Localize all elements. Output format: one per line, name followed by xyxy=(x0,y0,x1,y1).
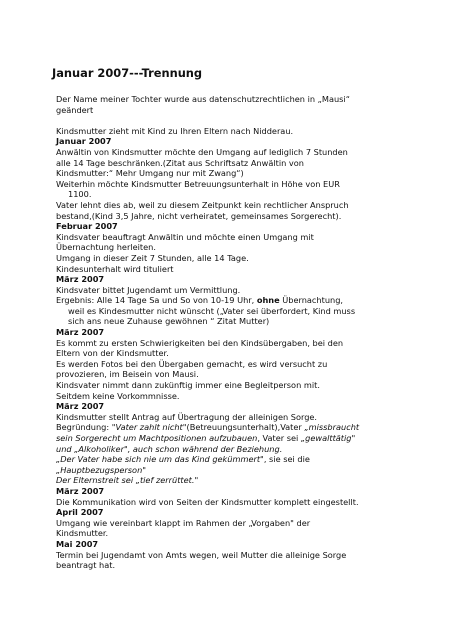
text-line: alle 14 Tage beschränken.(Zitat aus Schriftsatz Anwältin von xyxy=(56,157,304,168)
text-line: 1100. xyxy=(68,189,92,200)
section-heading: Januar 2007 xyxy=(56,136,112,147)
text-line: Kindesunterhalt wird tituliert xyxy=(56,263,174,274)
section-heading: März 2007 xyxy=(56,274,105,285)
text-line: weil es Kindesmutter nicht wünscht („Vater sei überfordert, Kind muss xyxy=(68,305,356,316)
text-line: Termin bei Jugendamt von Amts wegen, weil Mutter die alleinige Sorge xyxy=(56,549,347,560)
quote-run: „missbraucht xyxy=(304,422,360,433)
text-line: Weiterhin möchte Kindsmutter Betreuungsunterhalt in Höhe von EUR xyxy=(56,178,340,189)
text-line: Es kommt zu ersten Schwierigkeiten bei den Kindsübergaben, bei den xyxy=(56,337,344,348)
text-line: „Hauptbezugsperson" xyxy=(56,464,147,475)
document-body xyxy=(56,94,428,571)
text-line: Kindsmutter:“ Mehr Umgang nur mit Zwang“) xyxy=(56,168,244,179)
quote-run: „gewalttätig" xyxy=(300,433,356,443)
text-line xyxy=(56,433,428,444)
text-line: Kindsmutter stellt Antrag auf Übertragung der alleinigen Sorge. xyxy=(56,411,318,422)
page-title: Januar 2007---Trennung xyxy=(52,66,203,80)
text-line: Eltern von der Kindsmutter. xyxy=(56,348,169,359)
quote-run: "Vater zahlt nicht" xyxy=(111,422,187,433)
move-line: Kindsmutter zieht mit Kind zu Ihren Eltern nach Nidderau. xyxy=(56,125,294,136)
section-heading: März 2007 xyxy=(56,401,105,412)
emphasis-ohne: ohne xyxy=(256,295,280,306)
text-line xyxy=(56,295,428,306)
text-run: , Vater sei xyxy=(257,433,301,443)
quote-run: „Der Vater habe sich nie um das Kind gekümmert" xyxy=(56,454,264,465)
text-run: Ergebnis: Alle 14 Tage Sa und So von 10-19 Uhr, xyxy=(56,295,257,306)
text-line: Der Elternstreit sei „tief zerrüttet." xyxy=(56,475,199,486)
text-line: Die Kommunikation wird von Seiten der Kindsmutter komplett eingestellt. xyxy=(56,496,359,507)
section-heading: März 2007 xyxy=(56,485,105,496)
text-line: Kindsvater bittet Jugendamt um Vermittlung. xyxy=(56,284,241,295)
text-run: Übernachtung, xyxy=(279,295,344,306)
quote-run: sein Sorgerecht um Machtpositionen aufzubauen xyxy=(56,433,258,443)
text-line: beantragt hat. xyxy=(56,560,116,571)
section-heading: Februar 2007 xyxy=(56,221,118,232)
text-line: Kindsmutter. xyxy=(56,528,109,539)
text-run: Begründung: xyxy=(56,422,112,433)
section-heading: April 2007 xyxy=(56,507,104,518)
text-line: Anwältin von Kindsmutter möchte den Umgang auf lediglich 7 Stunden xyxy=(56,146,348,157)
intro-line: geändert xyxy=(56,104,94,115)
text-line: bestand,(Kind 3,5 Jahre, nicht verheiratet, gemeinsames Sorgerecht). xyxy=(56,210,342,221)
text-line: Es werden Fotos bei den Übergaben gemacht, es wird versucht zu xyxy=(56,358,328,369)
text-line: provozieren, im Beisein von Mausi. xyxy=(56,369,199,380)
text-line: Umgang wie vereinbart klappt im Rahmen der „Vorgaben" der xyxy=(56,517,311,528)
text-line: und „Alkoholiker", auch schon während der Beziehung. xyxy=(56,443,283,454)
intro-line: Der Name meiner Tochter wurde aus datenschutzrechtlichen in „Mausi“ xyxy=(56,94,350,104)
text-line xyxy=(56,454,428,465)
section-heading: März 2007 xyxy=(56,327,105,338)
text-line: Kindsvater nimmt dann zukünftig immer eine Begleitperson mit. xyxy=(56,380,320,391)
text-run: , sie sei die xyxy=(263,454,310,465)
text-line xyxy=(56,422,428,433)
text-run: (Betreuungsunterhalt),Vater xyxy=(186,422,305,433)
text-line: Übernachtung herleiten. xyxy=(56,242,156,253)
text-line: sich ans neue Zuhause gewöhnen “ Zitat Mutter) xyxy=(68,316,270,327)
spacer xyxy=(56,115,428,126)
section-heading: Mai 2007 xyxy=(56,538,99,549)
text-line: Umgang in dieser Zeit 7 Stunden, alle 14 Tage. xyxy=(56,252,249,263)
text-line: Vater lehnt dies ab, weil zu diesem Zeitpunkt kein rechtlicher Anspruch xyxy=(56,199,349,210)
text-line: Seitdem keine Vorkommnisse. xyxy=(56,390,180,401)
text-line: Kindsvater beauftragt Anwältin und möchte einen Umgang mit xyxy=(56,231,314,242)
